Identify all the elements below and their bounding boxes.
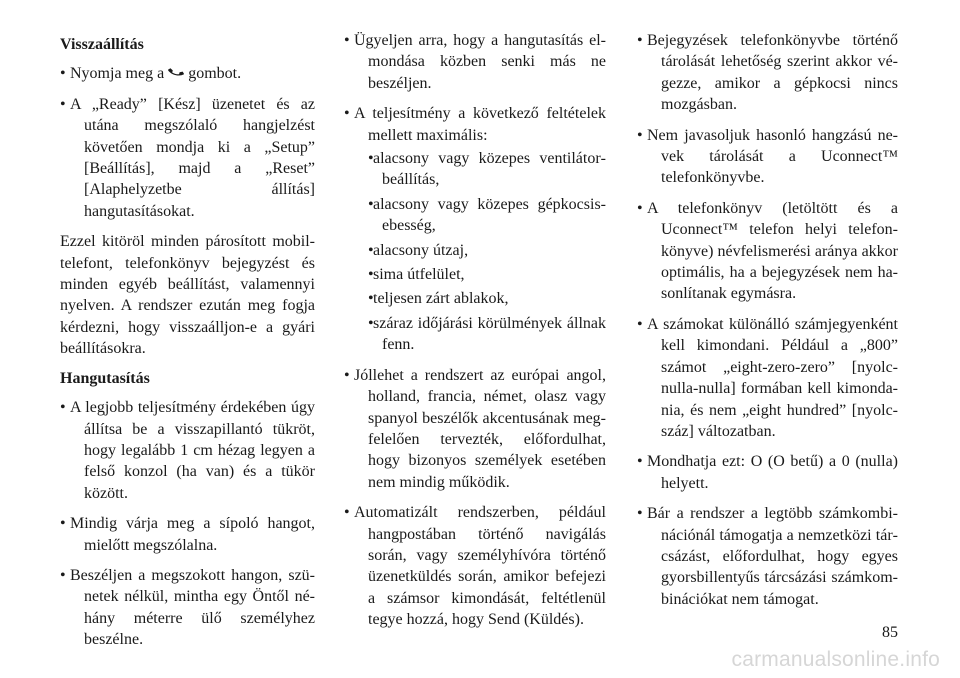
- list-item: • A telefonkönyv (letöltött és a Uconnect™ telefon helyi telefonkönyve) névfelismerési aránya akkor optimális, ha a bejegyzések nem hasonlítanak egymásra.: [637, 198, 898, 305]
- voice-list: [60, 397, 315, 650]
- list-item: • A „Ready” [Kész] üzenetet és az utána megszólaló hangjelzést követően mondja ki a „Setup” [Beállítás], majd a „Reset” [Alaphelyzetbe állítás] hangutasításokat.: [60, 94, 315, 222]
- list-item: • Automatizált rendszerben, például hangpostában történő navigálás során, vagy személyhívóra történő üzenetküldés során, amikor befejezi a számsor kimondását, feltétlenül tegye hozzá, hogy Send (Küldés).: [344, 502, 606, 630]
- list-item: • Nem javasoljuk hasonló hangzású nevek tárolását a Uconnect™ telefonkönyvbe.: [637, 125, 898, 189]
- list-item: • Beszéljen a megszokott hangon, szünetek nélkül, mintha egy Öntől néhány méterre ülő személyhez beszélne.: [60, 565, 315, 651]
- watermark: carmanualsonline.info: [731, 648, 940, 671]
- sub-list-item: • száraz időjárási körülmények állnak fenn.: [368, 313, 606, 356]
- list-item: • Mondhatja ezt: O (O betű) a 0 (nulla) helyett.: [637, 451, 898, 494]
- sub-list-item: • alacsony vagy közepes gépkocsisebesség,: [368, 194, 606, 237]
- sub-list-item: • sima útfelület,: [368, 264, 606, 285]
- list-item: • A teljesítmény a következő feltételek mellett maximális: • alacsony vagy közepes ventilátorbeállítás, • alacsony vagy közepes gépkocsisebesség, • alacsony útzaj, • sima útfelület, • teljesen zárt ablakok, • száraz időjárási körülmények állnak fenn.: [344, 103, 606, 355]
- sub-list-item: • alacsony útzaj,: [368, 240, 606, 261]
- sub-list-item: • teljesen zárt ablakok,: [368, 288, 606, 309]
- list-item: • Bejegyzések telefonkönyvbe történő tárolását lehetőség szerint akkor végezze, amikor a gépkocsi nincs mozgásban.: [637, 30, 898, 116]
- list-item: • Nyomja meg a gombot.: [60, 63, 315, 84]
- voice-heading: Hangutasítás: [60, 369, 150, 387]
- reset-paragraph: Ezzel kitöröl minden párosított mobiltelefont, telefonkönyv bejegyzést és minden egyéb beállítást, valamennyi nyelven. A rendszer ezután meg fogja kérdezni, hogy visszaálljon-e a gyári beállításokra.: [60, 233, 315, 358]
- column-left: [60, 30, 315, 660]
- list-item: • Jóllehet a rendszert az európai angol, holland, francia, német, olasz vagy spanyol beszélők akcentusának megfelelően tervezték, előfordulhat, hogy bizonyos személyek esetében nem mindig működik.: [344, 365, 606, 493]
- list-item: • A számokat különálló számjegyenként kell kimondani. Például a „800” számot „eight-zero-zero” [nyolc-nulla-nulla] formában kell kimondania, és nem „eight hundred” [nyolcszáz] változatban.: [637, 314, 898, 442]
- sub-list-item: • alacsony vagy közepes ventilátorbeállítás,: [368, 148, 606, 191]
- list-item: • Bár a rendszer a legtöbb számkombinációnál támogatja a nemzetközi tárcsázást, előfordulhat, hogy egyes gyorsbillentyűs tárcsázási számkombinációkat nem támogat.: [637, 503, 898, 610]
- reset-heading: Visszaállítás: [60, 36, 144, 53]
- reset-list: [60, 63, 315, 222]
- list-item: • Ügyeljen arra, hogy a hangutasítás elmondása közben senki más ne beszéljen.: [344, 30, 606, 94]
- list-item: • Mindig várja meg a sípoló hangot, mielőtt megszólalna.: [60, 513, 315, 556]
- voice-list-continued: [344, 30, 606, 631]
- conditions-list: [368, 148, 606, 356]
- list-item: • A legjobb teljesítmény érdekében úgy állítsa be a visszapillantó tükröt, hogy legalább 1 cm hézag legyen a felső konzol (ha van) és a tükör között.: [60, 397, 315, 504]
- phone-icon: [168, 65, 184, 79]
- column-right: [637, 30, 898, 619]
- page-number: 85: [882, 624, 898, 641]
- phonebook-list: [637, 30, 898, 610]
- column-middle: [344, 30, 606, 640]
